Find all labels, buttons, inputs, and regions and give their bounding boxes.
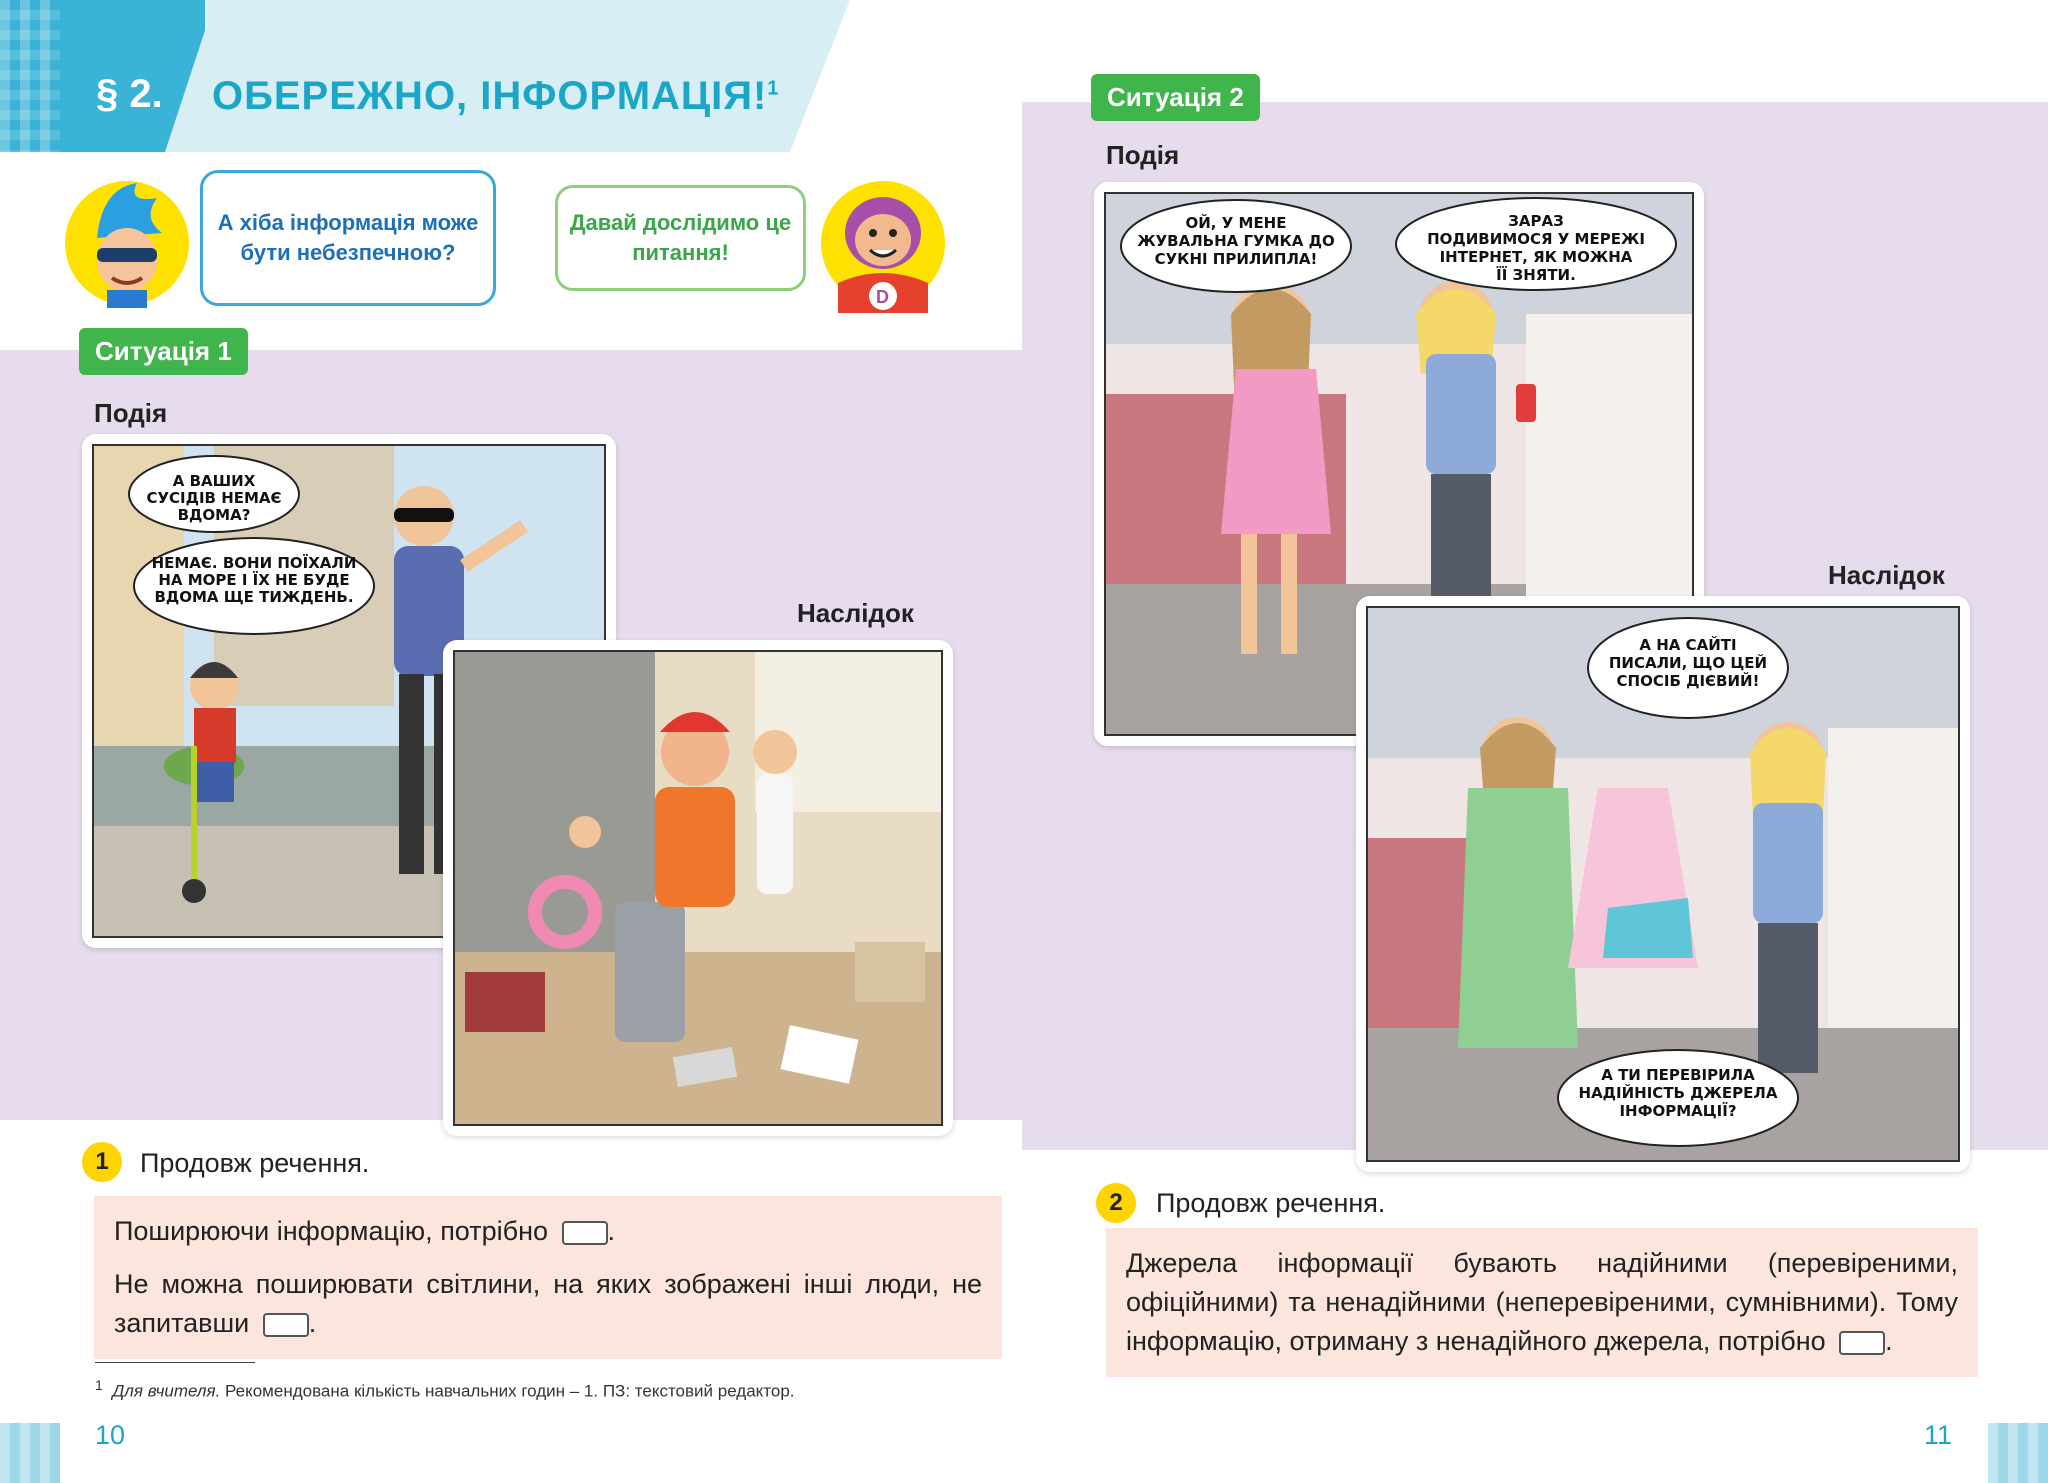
footnote: $^1$ Для вчителя. Рекомендована кількість навчальних годин – 1. ПЗ: текстовий редактор. <box>95 1378 795 1401</box>
situation1-consequence-label: Наслідок <box>797 598 914 628</box>
situation1-tag: Ситуація 1 <box>79 328 248 375</box>
situation2-tag: Ситуація 2 <box>1091 74 1260 121</box>
page-number-left: 10 <box>95 1420 126 1450</box>
task1-sentence2: Не можна поширювати світлини, на яких зображені інші люди, не запитавши . <box>114 1269 982 1339</box>
task1-sentence1: Поширюючи інформацію, потрібно . <box>114 1216 616 1246</box>
situation2-event-label: Подія <box>1106 140 1180 170</box>
situation1-event-label: Подія <box>94 398 168 428</box>
task2-box <box>1106 1228 1978 1377</box>
situation2-consequence-comic <box>1356 596 1970 1172</box>
svg-text:А ВАШИХСУСІДІВ НЕМАЄВДОМА?: А ВАШИХ СУСІДІВ НЕМАЄ ВДОМА? <box>146 472 282 524</box>
speech-bubble-question: А хіба інформація може бути небезпечною? <box>200 170 496 306</box>
speech-bubble-answer: Давай дослідимо це питання! <box>555 185 806 291</box>
situation2-consequence-label: Наслідок <box>1828 560 1945 590</box>
svg-text:ЗАРАЗПОДИВИМОСЯ У МЕРЕЖІІНТЕРН: ЗАРАЗ ПОДИВИМОСЯ У МЕРЕЖІ ІНТЕРНЕТ, ЯК МОЖНА ЇЇ ЗНЯТИ. <box>1427 212 1645 284</box>
answer-blank-2[interactable] <box>263 1313 309 1337</box>
character-robot <box>818 178 948 317</box>
task2-sentence: Джерела інформації бувають надійними (перевіреними, офіційними) та ненадійними (неперевіреними, сумнівними). Тому інформацію, отриману з ненадійного джерела, потрібно . <box>1126 1248 1958 1357</box>
situation1-consequence-comic <box>443 640 953 1136</box>
svg-text:А НА САЙТІПИСАЛИ, ЩО ЦЕЙСПОСІБ: А НА САЙТІ ПИСАЛИ, ЩО ЦЕЙ СПОСІБ ДІЄВИЙ! <box>1608 636 1768 690</box>
page-number-right: 11 <box>1924 1420 1953 1450</box>
footnote-divider <box>95 1362 255 1363</box>
task2-number: 2 <box>1096 1183 1136 1223</box>
section-number: § 2. <box>96 72 163 116</box>
page-title: ОБЕРЕЖНО, ІНФОРМАЦІЯ!$^1$ <box>212 74 780 118</box>
answer-blank-3[interactable] <box>1839 1331 1885 1355</box>
answer-blank-1[interactable] <box>562 1221 608 1245</box>
task1-title: Продовж речення. <box>140 1148 370 1178</box>
pixel-decoration <box>0 0 60 152</box>
svg-text:НЕМАЄ. ВОНИ ПОЇХАЛИНА МОРЕ І Ї: НЕМАЄ. ВОНИ ПОЇХАЛИ НА МОРЕ І ЇХ НЕ БУДЕ ВДОМА ЩЕ ТИЖДЕНЬ. <box>151 554 357 606</box>
task2-title: Продовж речення. <box>1156 1188 1386 1218</box>
task1-number: 1 <box>82 1142 122 1182</box>
character-blue-hair <box>62 178 192 312</box>
pixel-corner-left <box>0 1423 60 1483</box>
svg-text:D: D <box>876 287 889 307</box>
svg-text:ОЙ, У МЕНЕЖУВАЛЬНА ГУМКА ДОСУК: ОЙ, У МЕНЕ ЖУВАЛЬНА ГУМКА ДО СУКНІ ПРИЛИПЛА! <box>1137 214 1335 268</box>
svg-text:А ТИ ПЕРЕВІРИЛАНАДІЙНІСТЬ ДЖЕР: А ТИ ПЕРЕВІРИЛА НАДІЙНІСТЬ ДЖЕРЕЛА ІНФОРМАЦІЇ? <box>1578 1066 1778 1120</box>
task1-box <box>94 1196 1002 1359</box>
pixel-corner-right <box>1988 1423 2048 1483</box>
